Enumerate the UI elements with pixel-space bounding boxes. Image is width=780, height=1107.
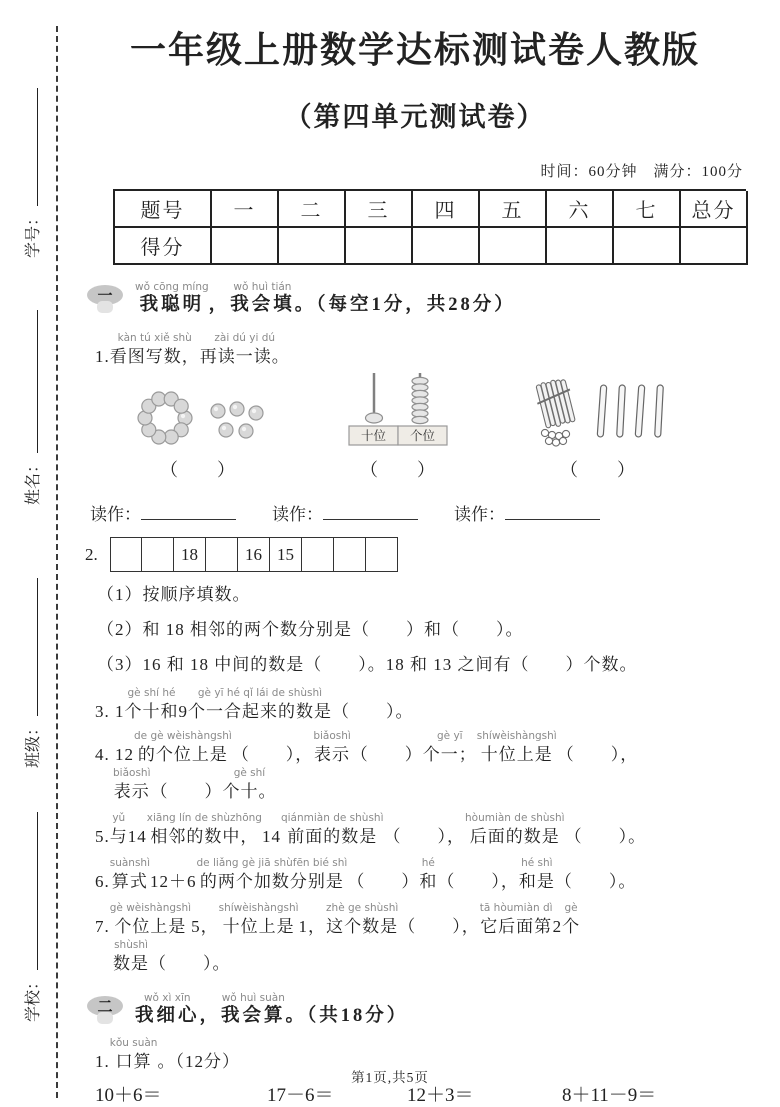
chinese-text: （ ）。 bbox=[564, 827, 647, 847]
text-segment bbox=[562, 902, 580, 939]
pinyin-annotation: gè shí hé bbox=[127, 687, 176, 700]
text-segment bbox=[565, 812, 647, 849]
q1-sticks-answer-blank[interactable]: （ ） bbox=[560, 460, 636, 481]
score-table-cell: 一 bbox=[212, 191, 279, 228]
pinyin-annotation: gè wèishàngshì bbox=[109, 902, 192, 915]
pinyin-annotation bbox=[200, 992, 222, 1004]
score-table-cell bbox=[413, 228, 480, 265]
page-footer: 第1页,共5页 bbox=[351, 1070, 429, 1085]
q2-number-strip[interactable] bbox=[110, 537, 398, 572]
pinyin-annotation: biǎoshì bbox=[313, 730, 351, 743]
pinyin-annotation bbox=[299, 902, 327, 914]
chinese-text: 5， bbox=[191, 917, 219, 937]
pinyin-annotation: hòumiàn de shùshì bbox=[464, 812, 565, 825]
number-strip-cell: 18 bbox=[174, 537, 206, 572]
text-segment bbox=[232, 730, 314, 767]
text-segment bbox=[299, 902, 327, 939]
dashed-separator-line bbox=[56, 26, 58, 1098]
pinyin-annotation bbox=[95, 812, 110, 824]
text-segment bbox=[332, 687, 414, 724]
pinyin-annotation: zhè ge shùshì bbox=[326, 902, 399, 915]
text-segment bbox=[150, 767, 222, 804]
duzuo-blank[interactable] bbox=[505, 507, 600, 520]
q2-number: 2. bbox=[85, 544, 98, 564]
q4-prompt-line2 bbox=[85, 767, 745, 804]
text-segment bbox=[477, 730, 557, 767]
pinyin-annotation: kàn tú xiě shù bbox=[117, 332, 192, 345]
chinese-text: ， bbox=[208, 295, 231, 316]
school-field bbox=[20, 812, 43, 1022]
chinese-text: 我会算 bbox=[221, 1006, 286, 1027]
score-table-cell bbox=[212, 228, 279, 265]
text-segment bbox=[149, 939, 231, 976]
exam-meta: 时间：60分钟 满分：100分 bbox=[540, 164, 743, 181]
chinese-text: 个一合起来的数是 bbox=[188, 702, 332, 722]
text-segment bbox=[383, 812, 465, 849]
q2-sub2: （2）和 18 相邻的两个数分别是（ ）和（ ）。 bbox=[97, 620, 524, 640]
pinyin-annotation: suànshì bbox=[109, 857, 151, 870]
duzuo-blank[interactable] bbox=[323, 507, 418, 520]
section-one-title bbox=[135, 281, 516, 318]
chinese-text: 。（12分） bbox=[157, 1052, 240, 1072]
chinese-text: （ ）， bbox=[437, 872, 519, 892]
text-segment bbox=[147, 812, 262, 849]
pinyin-annotation: wǒ xì xīn bbox=[143, 992, 191, 1005]
text-segment bbox=[110, 332, 200, 369]
pinyin-annotation bbox=[565, 812, 647, 824]
chinese-text: 口算 bbox=[115, 1052, 152, 1072]
text-segment bbox=[437, 857, 519, 894]
pinyin-annotation bbox=[553, 902, 563, 914]
score-table-cell: 六 bbox=[547, 191, 614, 228]
student-id-field bbox=[20, 88, 43, 258]
text-segment bbox=[113, 767, 150, 804]
text-segment bbox=[188, 687, 332, 724]
student-id-blank[interactable] bbox=[25, 88, 38, 206]
abacus-ones-label: 个位 bbox=[409, 429, 436, 444]
score-table-cell: 题号 bbox=[115, 191, 212, 228]
text-segment bbox=[230, 281, 295, 318]
pinyin-annotation: gè yī bbox=[437, 730, 463, 743]
score-table-header-row bbox=[115, 191, 746, 228]
q1-prompt bbox=[85, 332, 745, 369]
chinese-text: 后面的数是 bbox=[469, 827, 560, 847]
pinyin-annotation bbox=[347, 857, 419, 869]
score-table-cell: 四 bbox=[413, 191, 480, 228]
pinyin-annotation bbox=[95, 902, 110, 914]
score-table-cell: 得分 bbox=[115, 228, 212, 265]
page-subtitle: （第四单元测试卷） bbox=[284, 102, 546, 133]
text-segment bbox=[313, 730, 350, 767]
class-blank[interactable] bbox=[25, 578, 38, 716]
pinyin-annotation: wǒ cōng míng bbox=[135, 281, 209, 294]
chinese-text: 个十。 bbox=[222, 782, 277, 802]
pinyin-annotation: gè shí bbox=[233, 767, 266, 780]
text-segment bbox=[281, 812, 384, 849]
text-segment bbox=[221, 992, 286, 1029]
chinese-text: 算式 bbox=[111, 872, 148, 892]
student-id-label: 学号： bbox=[25, 209, 42, 258]
section-one-badge-icon bbox=[85, 284, 125, 316]
chinese-text: （ ）。 bbox=[332, 702, 414, 722]
chinese-text: 和 bbox=[419, 872, 438, 892]
equation-blank: 12＋3＝ bbox=[407, 1085, 474, 1107]
pinyin-annotation bbox=[149, 939, 231, 951]
q1-beads-answer-blank[interactable]: （ ） bbox=[160, 460, 236, 481]
text-segment bbox=[135, 281, 209, 318]
equation-blank: 8＋11－9＝ bbox=[562, 1085, 657, 1107]
section-two-badge-icon bbox=[85, 995, 125, 1027]
chinese-text: 与 bbox=[109, 827, 128, 847]
chinese-text: （ ）， bbox=[383, 827, 465, 847]
q1-illustrations bbox=[85, 371, 745, 482]
score-table-cell bbox=[279, 228, 346, 265]
text-segment bbox=[95, 332, 110, 369]
chinese-text: 这个数是 bbox=[326, 917, 399, 937]
pinyin-annotation: biǎoshì bbox=[113, 767, 151, 780]
duzuo-label: 读作： bbox=[454, 505, 505, 525]
pinyin-annotation bbox=[95, 857, 110, 869]
text-segment bbox=[179, 687, 189, 724]
pinyin-annotation: qiánmiàn de shùshì bbox=[280, 812, 384, 825]
chinese-text: 。（每空1分，共28分） bbox=[294, 295, 516, 316]
text-segment bbox=[113, 939, 149, 976]
q6-prompt bbox=[85, 857, 745, 894]
text-segment bbox=[347, 857, 419, 894]
equation-blank: 17－6＝ bbox=[267, 1085, 334, 1107]
chinese-text: 数是 bbox=[113, 954, 149, 974]
q1-abacus-answer-blank[interactable]: （ ） bbox=[360, 460, 436, 481]
chinese-text: 再读一读。 bbox=[199, 347, 290, 367]
q2-sub1: （1）按顺序填数。 bbox=[97, 585, 251, 605]
pinyin-annotation: shíwèishàngshì bbox=[476, 730, 557, 743]
paper-content bbox=[85, 0, 745, 1107]
text-segment bbox=[125, 687, 179, 724]
text-segment bbox=[555, 857, 637, 894]
chinese-text: 的个位上是 bbox=[137, 745, 228, 765]
pinyin-annotation bbox=[209, 281, 231, 293]
score-table-cell: 三 bbox=[346, 191, 413, 228]
pinyin-annotation bbox=[398, 902, 480, 914]
pinyin-annotation: hé bbox=[421, 857, 435, 870]
pinyin-annotation bbox=[262, 812, 281, 824]
text-segment bbox=[110, 857, 150, 894]
text-segment bbox=[398, 902, 480, 939]
pinyin-annotation bbox=[232, 730, 314, 742]
duzuo-label: 读作： bbox=[90, 505, 141, 525]
score-table-cell bbox=[346, 228, 413, 265]
chinese-text: 3. 1 bbox=[95, 702, 125, 722]
text-segment bbox=[200, 992, 222, 1029]
section-two-header bbox=[85, 992, 745, 1029]
text-segment bbox=[150, 857, 197, 894]
pinyin-annotation bbox=[95, 730, 134, 742]
page-title: 一年级上册数学达标测试卷人教版 bbox=[129, 30, 700, 70]
chinese-text: 的两个加数分别是 bbox=[199, 872, 344, 892]
chinese-text: 个 bbox=[562, 917, 581, 937]
pinyin-annotation bbox=[557, 730, 639, 742]
score-table-cell bbox=[614, 228, 681, 265]
q7-prompt-line2 bbox=[85, 939, 745, 976]
score-table-cell bbox=[681, 228, 748, 265]
duzuo-field bbox=[454, 500, 600, 525]
text-segment bbox=[110, 902, 191, 939]
q3-prompt bbox=[85, 687, 745, 724]
q5-prompt bbox=[85, 812, 745, 849]
chinese-text: 2 bbox=[552, 917, 563, 937]
pinyin-annotation: xiāng lín de shùzhōng bbox=[146, 812, 262, 825]
text-segment bbox=[95, 730, 134, 767]
q1-duzuo-row bbox=[85, 500, 745, 525]
chinese-text: 个位上是 bbox=[114, 917, 187, 937]
section-one-badge-label: 一 bbox=[97, 288, 113, 305]
chinese-text: （ ） bbox=[350, 745, 423, 765]
duzuo-field bbox=[272, 500, 418, 525]
chinese-text: 和是 bbox=[518, 872, 555, 892]
text-segment bbox=[557, 730, 639, 767]
score-table-cell: 七 bbox=[614, 191, 681, 228]
pinyin-annotation bbox=[95, 1037, 110, 1049]
chinese-text: 前面的数是 bbox=[287, 827, 378, 847]
chinese-text: （ ）。 bbox=[554, 872, 637, 892]
chinese-text: 十位上是 bbox=[222, 917, 295, 937]
q1-beads-block bbox=[123, 387, 273, 482]
text-segment bbox=[95, 857, 110, 894]
pinyin-annotation bbox=[179, 687, 189, 699]
pinyin-annotation bbox=[157, 1037, 240, 1049]
chinese-text: 。（共18分） bbox=[285, 1006, 409, 1027]
chinese-text: 我细心 bbox=[135, 1006, 200, 1027]
text-segment bbox=[326, 902, 398, 939]
score-table-cell: 二 bbox=[279, 191, 346, 228]
number-strip-cell bbox=[142, 537, 174, 572]
pinyin-annotation bbox=[191, 902, 219, 914]
text-segment bbox=[219, 902, 299, 939]
duzuo-blank[interactable] bbox=[141, 507, 236, 520]
chinese-text: 1. bbox=[95, 1052, 110, 1072]
text-segment bbox=[209, 281, 231, 318]
number-strip-cell bbox=[334, 537, 366, 572]
beads-illustration-icon bbox=[123, 387, 273, 449]
chinese-text: 1， bbox=[298, 917, 327, 937]
chinese-text: 相邻的数中， bbox=[150, 827, 259, 847]
chinese-text: 我会填 bbox=[230, 295, 295, 316]
text-segment bbox=[135, 992, 200, 1029]
q1-abacus-block bbox=[346, 371, 450, 482]
pinyin-annotation: de liǎng gè jiā shùfēn bié shì bbox=[196, 857, 348, 870]
pinyin-annotation: shùshì bbox=[114, 939, 148, 952]
class-field bbox=[20, 578, 43, 768]
school-blank[interactable] bbox=[25, 812, 38, 970]
text-segment bbox=[465, 812, 565, 849]
number-strip-cell bbox=[206, 537, 238, 572]
pinyin-annotation: tā hòumiàn dì bbox=[479, 902, 553, 915]
chinese-text: 我聪明 bbox=[139, 295, 205, 316]
pinyin-annotation: gè bbox=[564, 902, 578, 915]
chinese-text: （ ） bbox=[150, 782, 223, 802]
chinese-text: 14 bbox=[261, 827, 281, 847]
chinese-text: 表示 bbox=[113, 782, 150, 802]
score-table-cell bbox=[547, 228, 614, 265]
text-segment bbox=[110, 812, 128, 849]
student-name-field bbox=[20, 310, 43, 505]
text-segment bbox=[419, 857, 437, 894]
chinese-text: 7. bbox=[95, 917, 110, 937]
chinese-text: （ ） bbox=[347, 872, 420, 892]
chinese-text: （ ）， bbox=[556, 745, 639, 765]
chinese-text: 6. bbox=[95, 872, 110, 892]
text-segment bbox=[423, 730, 477, 767]
chinese-text: （ ）， bbox=[398, 917, 480, 937]
score-table-cell bbox=[480, 228, 547, 265]
sticks-illustration-icon bbox=[523, 377, 673, 449]
score-table-cell: 五 bbox=[480, 191, 547, 228]
pinyin-annotation bbox=[555, 857, 637, 869]
text-segment bbox=[553, 902, 563, 939]
pinyin-annotation: zài dú yi dú bbox=[214, 332, 276, 345]
section-two-badge-label: 二 bbox=[97, 999, 113, 1016]
school-label: 学校： bbox=[25, 973, 42, 1022]
text-segment bbox=[191, 902, 219, 939]
pinyin-annotation bbox=[286, 992, 409, 1004]
pinyin-annotation: yǔ bbox=[112, 812, 126, 825]
q2-sub3: （3）16 和 18 中间的数是（ ）。18 和 13 之间有（ ）个数。 bbox=[97, 655, 638, 675]
chinese-text: 个十和 bbox=[124, 702, 179, 722]
chinese-text: 5. bbox=[95, 827, 110, 847]
number-strip-cell bbox=[302, 537, 334, 572]
student-name-blank[interactable] bbox=[25, 310, 38, 453]
text-segment bbox=[128, 812, 147, 849]
pinyin-annotation bbox=[95, 332, 110, 344]
chinese-text: 12＋6 bbox=[150, 872, 197, 892]
number-strip-cell: 15 bbox=[270, 537, 302, 572]
chinese-text: 它后面第 bbox=[480, 917, 553, 937]
text-segment bbox=[95, 902, 110, 939]
number-strip-cell bbox=[110, 537, 142, 572]
pinyin-annotation bbox=[383, 812, 465, 824]
chinese-text: 4. 12 bbox=[95, 745, 134, 765]
text-segment bbox=[95, 812, 110, 849]
chinese-text: 表示 bbox=[314, 745, 351, 765]
chinese-text: 看图写数， bbox=[109, 347, 200, 367]
number-strip-cell bbox=[366, 537, 398, 572]
pinyin-annotation: kǒu suàn bbox=[109, 1037, 158, 1050]
pinyin-annotation: de gè wèishàngshì bbox=[134, 730, 232, 743]
section-two-title bbox=[135, 992, 408, 1029]
text-segment bbox=[295, 281, 516, 318]
q7-prompt-line1 bbox=[85, 902, 745, 939]
pinyin-annotation bbox=[332, 687, 414, 699]
pinyin-annotation bbox=[295, 281, 516, 293]
text-segment bbox=[351, 730, 423, 767]
text-segment bbox=[222, 767, 276, 804]
text-segment bbox=[262, 812, 281, 849]
chinese-text: 14 bbox=[127, 827, 147, 847]
text-segment bbox=[480, 902, 553, 939]
pinyin-annotation bbox=[437, 857, 519, 869]
text-segment bbox=[134, 730, 232, 767]
text-segment bbox=[519, 857, 555, 894]
duzuo-label: 读作： bbox=[272, 505, 323, 525]
class-label: 班级： bbox=[25, 719, 42, 768]
chinese-text: 个一； bbox=[422, 745, 477, 765]
pinyin-annotation bbox=[150, 857, 197, 869]
pinyin-annotation bbox=[150, 767, 222, 779]
chinese-text: 1. bbox=[95, 347, 110, 367]
chinese-text: （ ）， bbox=[231, 745, 314, 765]
pinyin-annotation bbox=[128, 812, 147, 824]
chinese-text: （ ）。 bbox=[149, 954, 231, 974]
score-table bbox=[113, 189, 746, 265]
chinese-text: ， bbox=[199, 1006, 222, 1027]
pinyin-annotation: wǒ huì suàn bbox=[221, 992, 285, 1005]
q4-prompt-line1 bbox=[85, 730, 745, 767]
pinyin-annotation bbox=[95, 687, 125, 699]
q1-sticks-block bbox=[523, 377, 673, 482]
pinyin-annotation: hé shì bbox=[521, 857, 553, 870]
pinyin-annotation: wǒ huì tián bbox=[233, 281, 292, 294]
duzuo-field bbox=[90, 500, 236, 525]
text-segment bbox=[286, 992, 409, 1029]
text-segment bbox=[200, 332, 290, 369]
text-segment bbox=[95, 687, 125, 724]
score-table-score-row bbox=[115, 228, 746, 265]
chinese-text: 9 bbox=[178, 702, 188, 722]
student-name-label: 姓名： bbox=[25, 456, 42, 505]
pinyin-annotation: gè yī hé qǐ lái de shùshì bbox=[197, 687, 323, 700]
equation-blank: 10＋6＝ bbox=[95, 1085, 162, 1107]
abacus-tens-label: 十位 bbox=[360, 429, 387, 444]
text-segment bbox=[197, 857, 348, 894]
number-strip-cell: 16 bbox=[238, 537, 270, 572]
section-one-header bbox=[85, 281, 745, 318]
pinyin-annotation bbox=[351, 730, 423, 742]
chinese-text: 十位上是 bbox=[480, 745, 553, 765]
pinyin-annotation: shíwèishàngshì bbox=[218, 902, 299, 915]
abacus-illustration-icon bbox=[346, 371, 450, 449]
score-table-cell: 总分 bbox=[681, 191, 748, 228]
q2-number-strip-row bbox=[85, 537, 745, 572]
